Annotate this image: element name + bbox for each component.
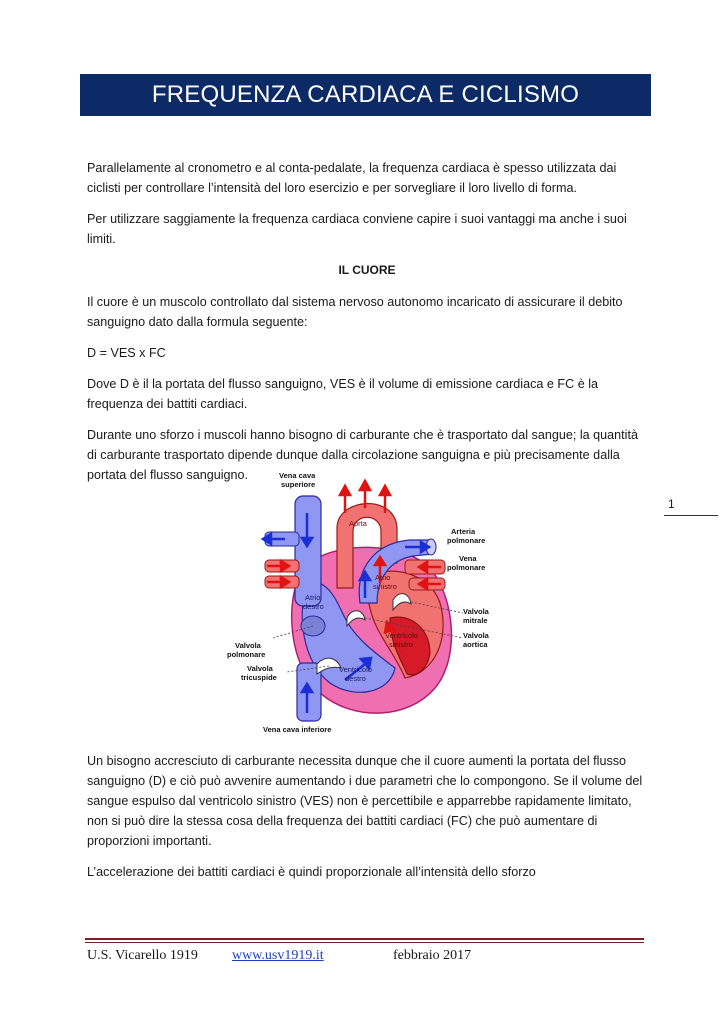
label-aorta: Aorta [349, 519, 367, 528]
superior-vena-cava [295, 496, 321, 606]
section-heading: IL CUORE [338, 263, 396, 277]
label-valvola-tric: Valvola [247, 664, 273, 673]
footer-org: U.S. Vicarello 1919 [87, 948, 198, 963]
page-title: FREQUENZA CARDIACA E CICLISMO [80, 74, 651, 116]
body-text [87, 158, 647, 496]
paragraph: L’accelerazione dei battiti cardiaci è quindi proporzionale all’intensità dello sforzo [87, 865, 536, 879]
label-vena-polm-2: polmonare [447, 563, 486, 572]
label-ventricolo-sinistro: Ventricolo [385, 631, 418, 640]
label-vena-cava-sup-2: superiore [281, 480, 316, 489]
label-atrio-sinistro-2: sinistro [373, 582, 397, 591]
paragraph: Durante uno sforzo i muscoli hanno bisogno di carburante che è trasportato dal sangue; la quantità di carburante trasportato dipende dunque dalla circolazione sanguigna e più precisamente dalla portata del flusso sanguigno. [87, 428, 638, 482]
label-arteria: Arteria [451, 527, 476, 536]
label-vena-cava-sup: Vena cava [279, 471, 316, 480]
body-text-lower [87, 751, 647, 893]
label-arteria-2: polmonare [447, 536, 486, 545]
formula: D = VES x FC [87, 346, 166, 360]
label-vena-polm: Vena [459, 554, 477, 563]
label-atrio-destro-2: destro [303, 602, 324, 611]
footer-rule-thin [85, 942, 644, 943]
paragraph: Per utilizzare saggiamente la frequenza cardiaca conviene capire i suoi vantaggi ma anche i suoi limiti. [87, 212, 627, 246]
label-valvola-mitrale: Valvola [463, 607, 489, 616]
label-valvola-aortica-2: aortica [463, 640, 488, 649]
label-valvola-aortica: Valvola [463, 631, 489, 640]
label-ventricolo-sinistro-2: sinistro [389, 640, 413, 649]
paragraph: Dove D è il la portata del flusso sanguigno, VES è il volume di emissione cardiaca e FC è la frequenza dei battiti cardiaci. [87, 377, 599, 411]
label-atrio-destro: Atrio [305, 593, 321, 602]
paragraph: Il cuore è un muscolo controllato dal sistema nervoso autonomo incaricato di assicurare il debito sanguigno dato dalla formula seguente: [87, 295, 623, 329]
footer-date: febbraio 2017 [393, 948, 472, 963]
footer-website-link[interactable]: www.usv1919.it [232, 948, 324, 963]
heart-diagram [225, 468, 510, 736]
page-number-rule [664, 515, 718, 516]
footer-rule [85, 938, 644, 940]
label-valvola-polm-2: polmonare [227, 650, 266, 659]
label-valvola-tric-2: tricuspide [241, 673, 277, 682]
heart-diagram-svg [225, 468, 510, 736]
paragraph: Parallelamente al cronometro e al conta-pedalate, la frequenza cardiaca è spesso utilizzata dai ciclisti per controllare l’intensità del loro esercizio e per sorvegliare il loro livello di forma. [87, 161, 617, 195]
paragraph: Un bisogno accresciuto di carburante necessita dunque che il cuore aumenti la portata del flusso sanguigno (D) e ciò può avvenire aumentando i due parametri che lo compongono. Se il volume del sangue espulso dal ventricolo sinistro (VES) non è percettibile e apparrebbe rapidamente limitato, non si può dire la stessa cosa della frequenza dei battiti cardiaci (FC) che può aumentare di proporzioni importanti. [87, 754, 643, 848]
label-valvola-mitrale-2: mitrale [463, 616, 488, 625]
label-vena-cava-inf: Vena cava inferiore [263, 725, 332, 734]
label-atrio-sinistro: Atrio [375, 573, 391, 582]
page-number: 1 [668, 497, 675, 511]
label-ventricolo-destro: Ventricolo [339, 665, 372, 674]
label-ventricolo-destro-2: destro [345, 674, 366, 683]
label-valvola-polm: Valvola [235, 641, 261, 650]
